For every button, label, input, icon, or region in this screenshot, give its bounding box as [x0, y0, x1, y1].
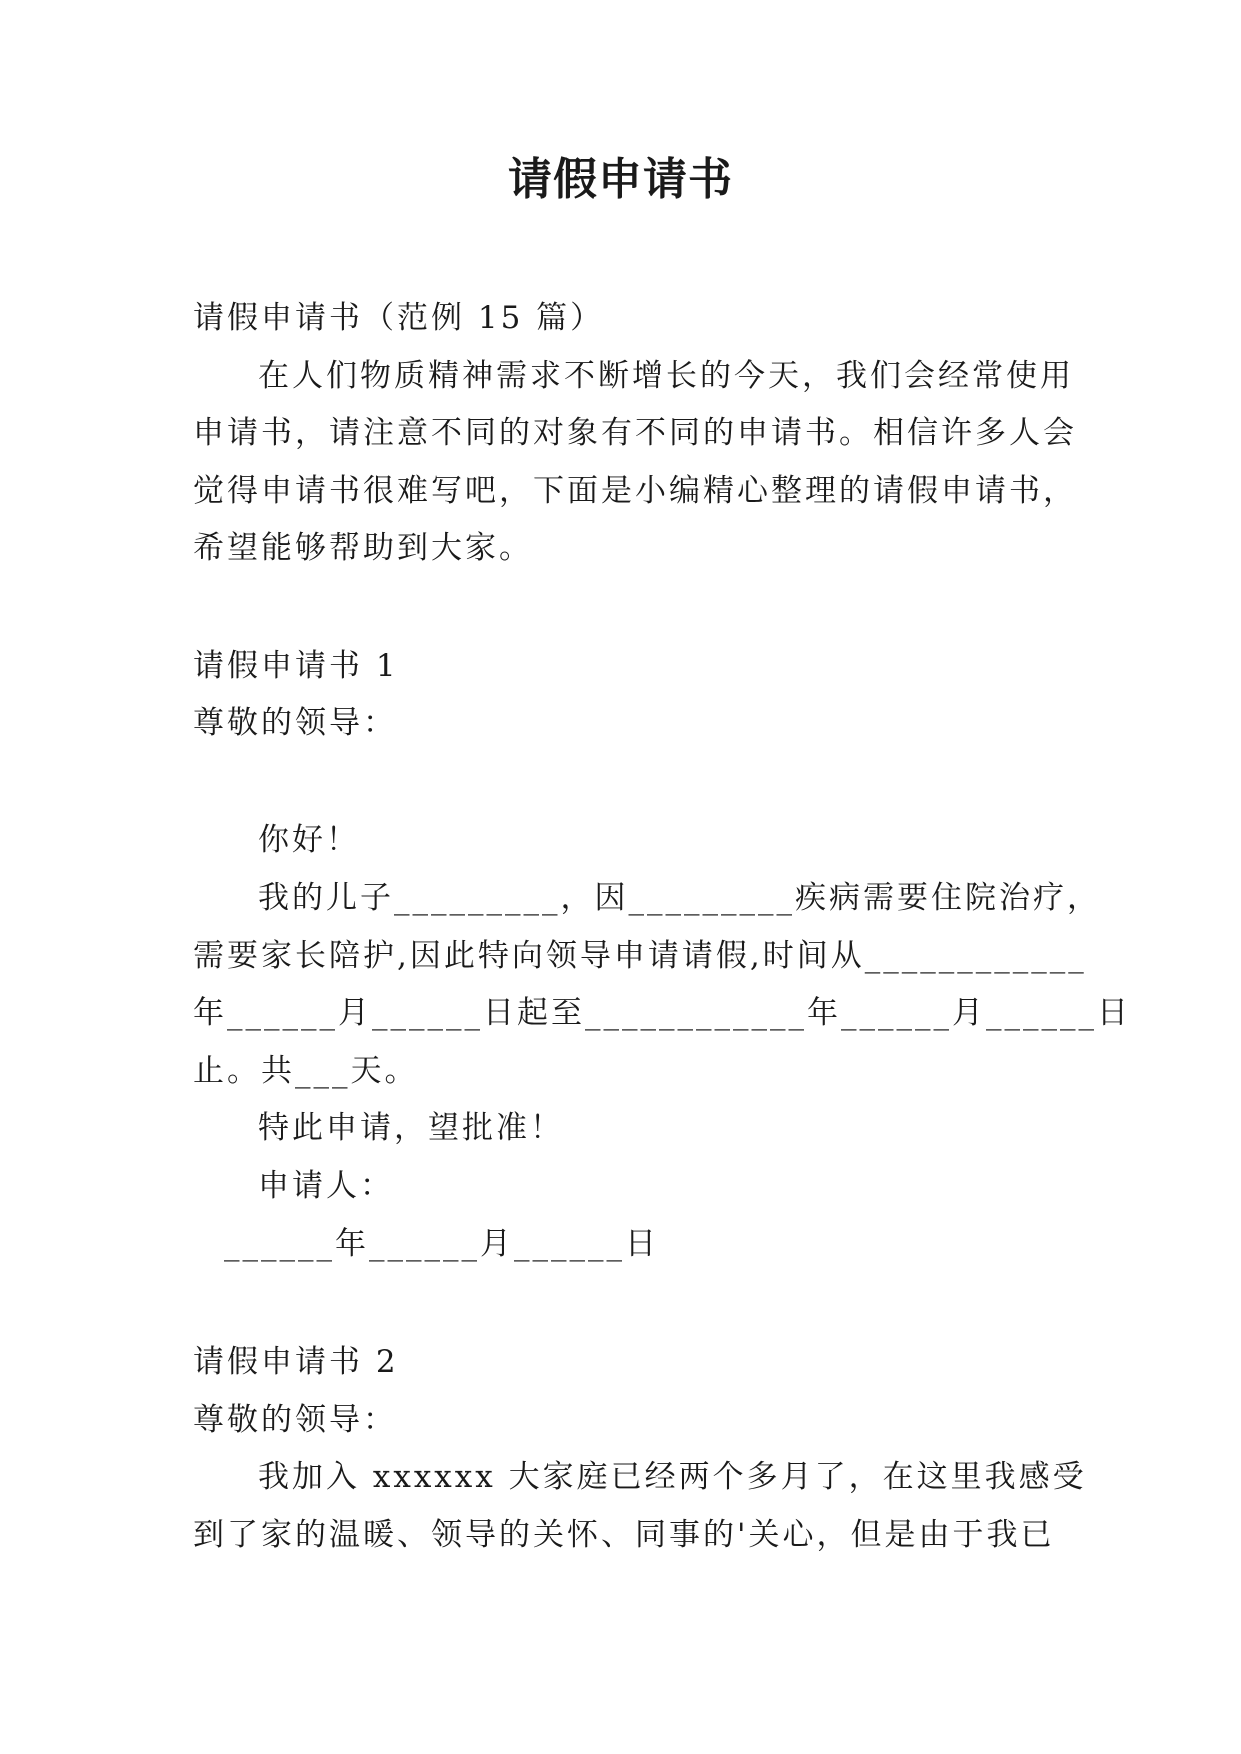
intro-paragraph-line: 在人们物质精神需求不断增长的今天，我们会经常使用 — [258, 358, 1074, 394]
body-line: 需要家长陪护,因此特向领导申请请假,时间从____________ — [193, 938, 1087, 974]
collection-heading: 请假申请书（范例 15 篇） — [193, 300, 605, 336]
salutation: 尊敬的领导： — [193, 1402, 397, 1438]
body-line: 我加入 xxxxxx 大家庭已经两个多月了，在这里我感受 — [258, 1459, 1087, 1495]
body-line: 我的儿子_________，因_________疾病需要住院治疗， — [258, 880, 1101, 916]
document-title: 请假申请书 — [508, 154, 733, 205]
applicant-label: 申请人： — [258, 1168, 394, 1204]
request-closing: 特此申请，望批准！ — [258, 1110, 564, 1146]
section-heading-1: 请假申请书 1 — [193, 648, 399, 684]
date-line: ______年______月______日 — [224, 1226, 659, 1262]
intro-paragraph-line: 希望能够帮助到大家。 — [193, 530, 533, 566]
greeting: 你好！ — [258, 822, 360, 858]
body-line: 到了家的温暖、领导的关怀、同事的'关心，但是由于我已 — [193, 1517, 1055, 1553]
intro-paragraph-line: 觉得申请书很难写吧，下面是小编精心整理的请假申请书， — [193, 473, 1077, 509]
intro-paragraph-line: 申请书，请注意不同的对象有不同的申请书。相信许多人会 — [193, 415, 1077, 451]
body-line: 年______月______日起至____________年______月______日 — [193, 995, 1131, 1031]
section-heading-2: 请假申请书 2 — [193, 1344, 399, 1380]
salutation: 尊敬的领导： — [193, 705, 397, 741]
body-line: 止。共___天。 — [193, 1053, 419, 1089]
